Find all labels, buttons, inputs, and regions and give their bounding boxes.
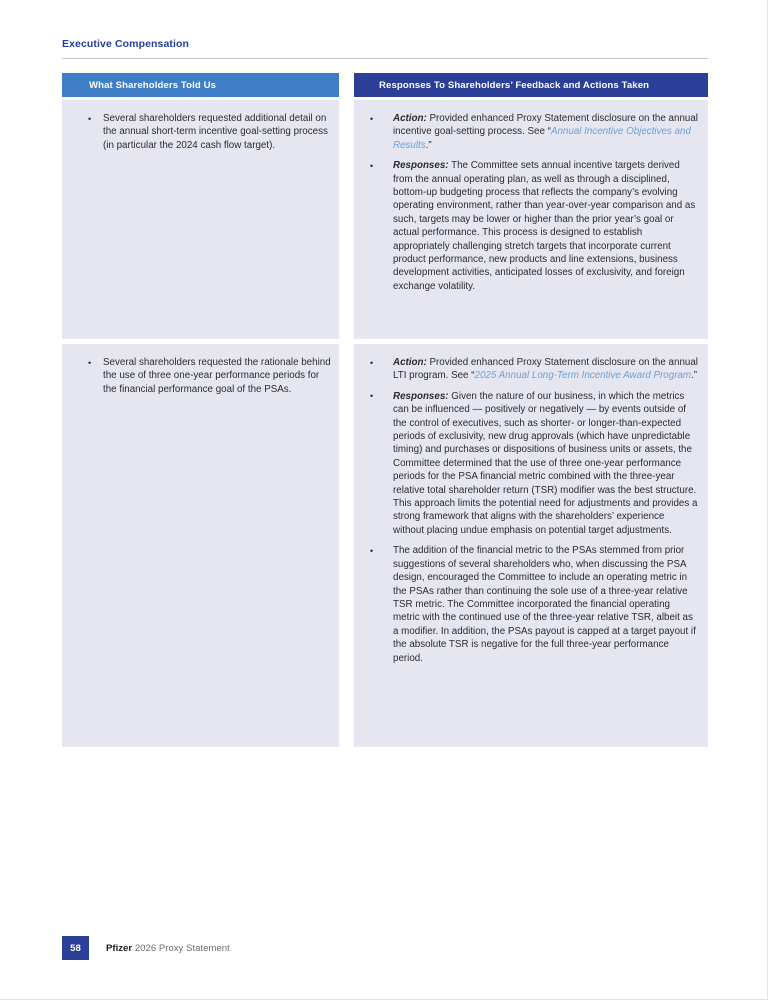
doc-title-text: 2026 Proxy Statement — [134, 942, 230, 954]
response-text — [393, 356, 698, 383]
page-footer — [62, 936, 230, 960]
shareholder-feedback-table — [62, 73, 708, 747]
bullet-icon — [88, 112, 103, 152]
response-text — [393, 544, 698, 665]
brand-name: Pfizer — [106, 942, 133, 954]
response-suffix: .” — [425, 139, 432, 151]
response-text — [393, 112, 698, 152]
bullet-icon — [88, 356, 103, 396]
table-header-row — [62, 73, 708, 97]
response-text — [393, 159, 698, 293]
response-body: The addition of the financial metric to the PSAs stemmed from prior suggestions of several shareholders who, when discussing the PSA design, encouraged the Committee to include an operating metric in the PSAs rather than continuing the sole use of a three-year relative TSR metric. The Committee incorporated the financial operating metric with the continued use of the three-year relative TSR, albeit as a modifier. In addition, the PSAs payout is capped at a target payout if the absolute TSR is negative for the full three-year performance period. — [393, 545, 696, 664]
response-text — [393, 390, 698, 537]
list-item — [370, 544, 698, 665]
told-us-text: Several shareholders requested the rationale behind the use of three one-year performance periods for the financial performance goal of the PSAs. — [103, 357, 331, 395]
responses-label: Responses: — [393, 390, 449, 402]
list-item — [370, 356, 698, 383]
response-body: The Committee sets annual incentive targets derived from the annual operating plan, as well as through a disciplined, bottom-up budgeting process that reflects the company’s evolving operating environment, rather than year-over-year comparison and as such, targets may be lower or higher than the prior year’s goal or actual performance. This process is designed to establish appropriately challenging stretch targets that incorporate current product performance, new products and line extensions, business development activities, anticipated losses of exclusivity, and foreign exchange volatility. — [393, 160, 696, 292]
told-us-cell — [62, 100, 339, 339]
column-header-responses-actions: Responses To Shareholders’ Feedback and Actions Taken — [354, 73, 708, 97]
responses-cell — [354, 344, 708, 747]
list-item — [370, 159, 698, 293]
list-item — [370, 390, 698, 537]
document-title — [106, 943, 230, 954]
bullet-icon — [370, 112, 393, 152]
response-body: Provided enhanced Proxy Statement disclosure on the annual incentive goal-setting process. See “ — [393, 113, 698, 138]
cross-reference-link[interactable]: 2025 Annual Long-Term Incentive Award Program — [474, 370, 692, 382]
list-item — [88, 356, 331, 396]
action-label: Action: — [393, 357, 427, 368]
bullet-icon — [370, 159, 393, 293]
bullet-icon — [370, 544, 393, 665]
list-item — [88, 112, 331, 152]
responses-cell — [354, 100, 708, 339]
table-row — [62, 344, 708, 747]
response-body: Given the nature of our business, in which the metrics can be influenced — positively or negatively — by events outside of the control of executives, such as shorter- or longer-than-expected periods of exclusivity, new drug approvals (which have unpredictable timing) and purchases or dispositions of business units or assets, the Committee determined that the use of three one-year performance periods for the PSA financial metric combined with the three-year relative total shareholder return (TSR) modifier was the best structure. This approach limits the potential need for adjustments and provides a strong framework that aligns with the shareholders’ experience without placing undue emphasis on potential target adjustments. — [393, 390, 698, 536]
section-title: Executive Compensation — [62, 38, 190, 50]
bullet-icon — [370, 356, 393, 383]
table-row — [62, 100, 708, 339]
response-body: Provided enhanced Proxy Statement disclosure on the annual LTI program. See “ — [393, 357, 698, 382]
told-us-text: Several shareholders requested additional detail on the annual short-term incentive goal-setting process (in particular the 2024 cash flow target). — [103, 113, 328, 151]
cross-reference-link[interactable]: Annual Incentive Objectives and Results — [393, 126, 691, 151]
section-divider — [62, 58, 708, 59]
list-item — [370, 112, 698, 152]
action-label: Action: — [393, 113, 427, 124]
response-suffix: .” — [691, 370, 698, 382]
bullet-icon — [370, 390, 393, 537]
told-us-cell — [62, 344, 339, 747]
page-number-badge: 58 — [62, 936, 89, 960]
responses-label: Responses: — [393, 160, 449, 172]
column-header-what-shareholders-told-us: What Shareholders Told Us — [62, 73, 339, 97]
